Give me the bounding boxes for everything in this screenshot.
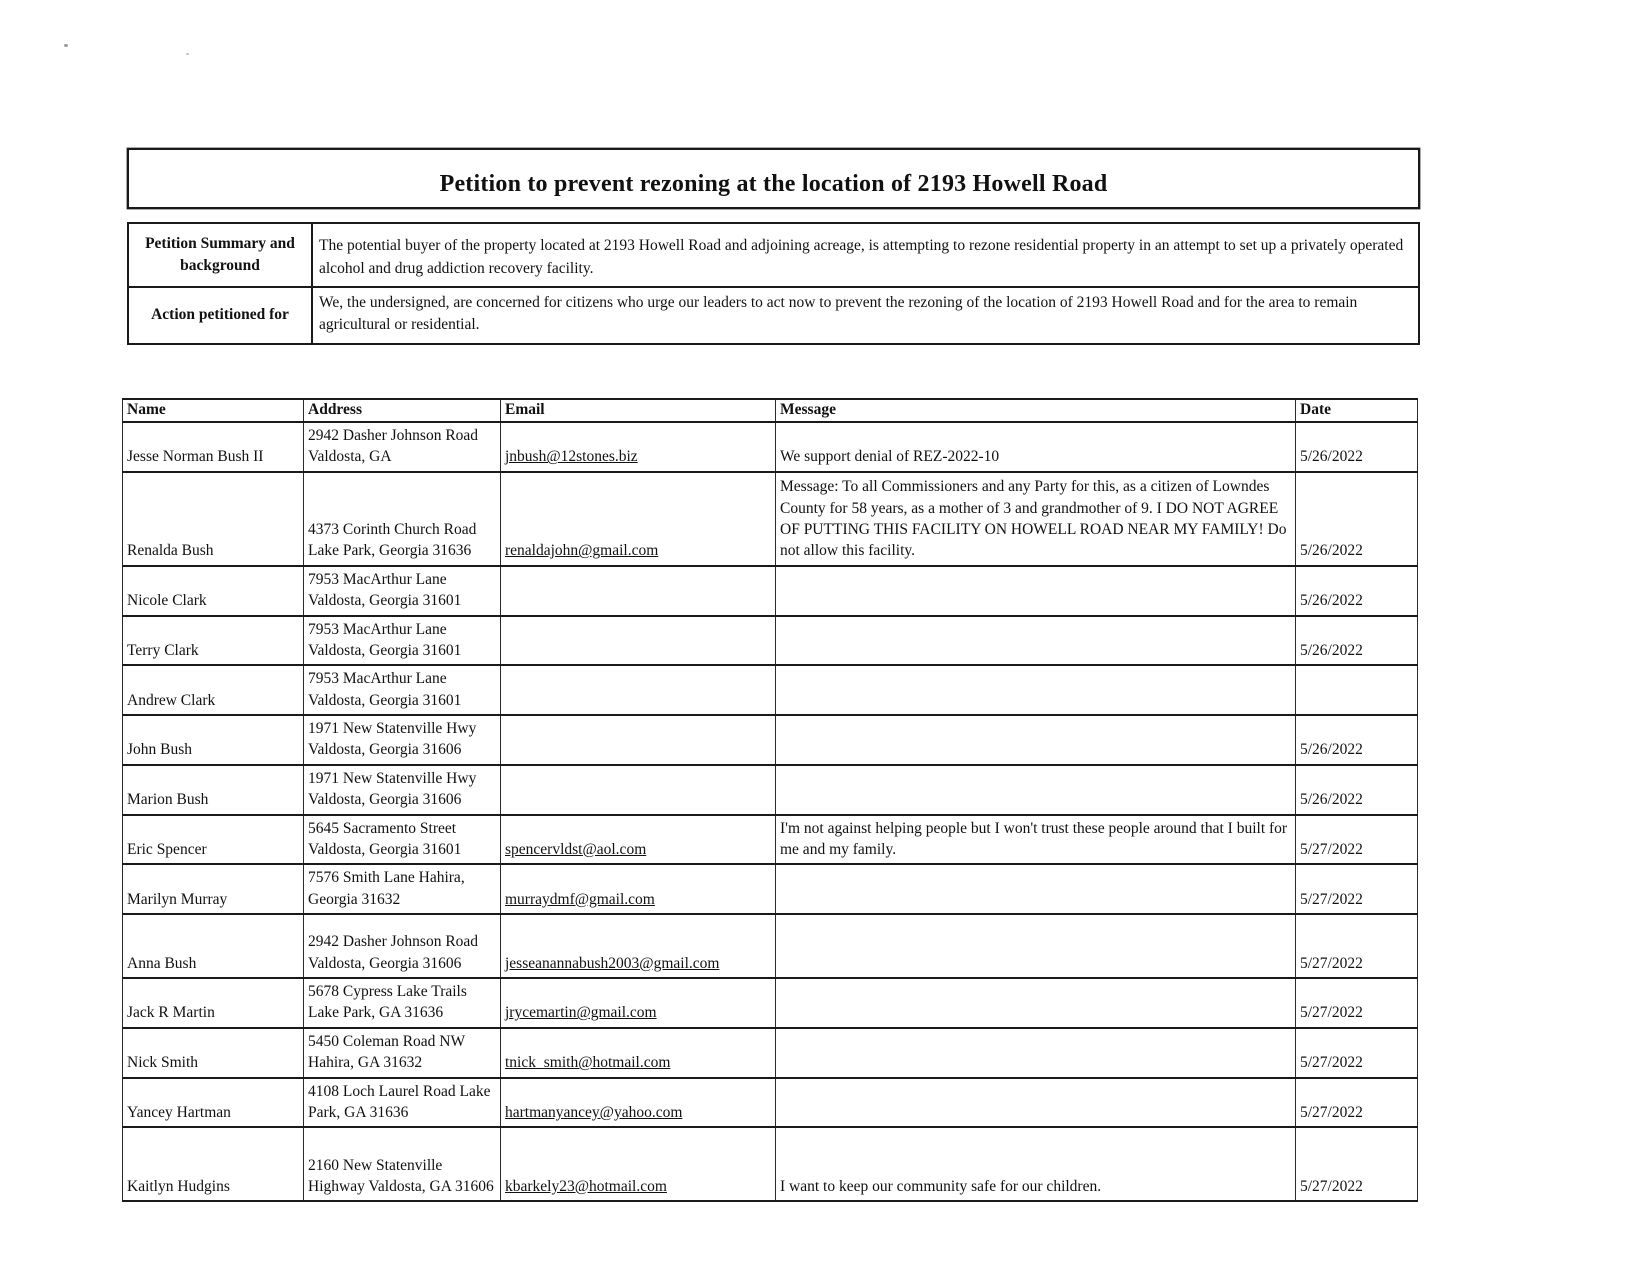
signer-message bbox=[776, 864, 1296, 914]
signer-date: 5/26/2022 bbox=[1296, 765, 1418, 815]
signer-name: Yancey Hartman bbox=[123, 1078, 304, 1128]
signer-address: 7953 MacArthur Lane Valdosta, Georgia 31601 bbox=[304, 616, 501, 666]
signer-message bbox=[776, 978, 1296, 1028]
signatures-body bbox=[123, 422, 1418, 1201]
column-header-name: Name bbox=[123, 399, 304, 422]
table-row bbox=[123, 616, 1418, 666]
signer-message bbox=[776, 566, 1296, 616]
table-row bbox=[123, 715, 1418, 765]
signer-date: 5/26/2022 bbox=[1296, 566, 1418, 616]
signer-address: 7953 MacArthur Lane Valdosta, Georgia 31601 bbox=[304, 665, 501, 715]
scan-speck bbox=[64, 44, 68, 47]
signer-address: 2942 Dasher Johnson Road Valdosta, GA bbox=[304, 422, 501, 472]
summary-label: Petition Summary and background bbox=[128, 223, 312, 287]
table-row bbox=[123, 1028, 1418, 1078]
signer-email: kbarkely23@hotmail.com bbox=[501, 1127, 776, 1201]
table-row bbox=[123, 1078, 1418, 1128]
summary-row bbox=[128, 287, 1419, 344]
summary-text: We, the undersigned, are concerned for citizens who urge our leaders to act now to prevent the rezoning of the location of 2193 Howell Road and for the area to remain agricultural or residential. bbox=[312, 287, 1419, 344]
title-box bbox=[127, 148, 1420, 209]
signer-name: John Bush bbox=[123, 715, 304, 765]
signer-address: 1971 New Statenville Hwy Valdosta, Georgia 31606 bbox=[304, 765, 501, 815]
signer-date: 5/27/2022 bbox=[1296, 1127, 1418, 1201]
signer-message: We support denial of REZ-2022-10 bbox=[776, 422, 1296, 472]
signatures-header bbox=[123, 399, 1418, 422]
signer-name: Marilyn Murray bbox=[123, 864, 304, 914]
table-row bbox=[123, 978, 1418, 1028]
signer-name: Terry Clark bbox=[123, 616, 304, 666]
signer-name: Andrew Clark bbox=[123, 665, 304, 715]
signatures-table bbox=[122, 398, 1418, 1202]
signer-date: 5/27/2022 bbox=[1296, 978, 1418, 1028]
summary-row bbox=[128, 223, 1419, 287]
header-row bbox=[123, 399, 1418, 422]
signer-email bbox=[501, 616, 776, 666]
table-row bbox=[123, 815, 1418, 865]
summary-table bbox=[127, 222, 1420, 345]
signer-name: Eric Spencer bbox=[123, 815, 304, 865]
signer-address: 7953 MacArthur Lane Valdosta, Georgia 31601 bbox=[304, 566, 501, 616]
table-row bbox=[123, 566, 1418, 616]
signer-name: Marion Bush bbox=[123, 765, 304, 815]
signer-message bbox=[776, 616, 1296, 666]
table-row bbox=[123, 864, 1418, 914]
signer-address: 7576 Smith Lane Hahira, Georgia 31632 bbox=[304, 864, 501, 914]
signer-email: jrycemartin@gmail.com bbox=[501, 978, 776, 1028]
table-row bbox=[123, 665, 1418, 715]
signer-message bbox=[776, 665, 1296, 715]
signer-email bbox=[501, 665, 776, 715]
signer-email: jnbush@12stones.biz bbox=[501, 422, 776, 472]
signer-name: Jack R Martin bbox=[123, 978, 304, 1028]
signer-date bbox=[1296, 665, 1418, 715]
column-header-address: Address bbox=[304, 399, 501, 422]
table-row bbox=[123, 422, 1418, 472]
summary-text: The potential buyer of the property located at 2193 Howell Road and adjoining acreage, is attempting to rezone residential property in an attempt to set up a privately operated alcohol and drug addiction recovery facility. bbox=[312, 223, 1419, 287]
column-header-email: Email bbox=[501, 399, 776, 422]
signer-date: 5/26/2022 bbox=[1296, 422, 1418, 472]
signer-date: 5/26/2022 bbox=[1296, 472, 1418, 566]
signer-date: 5/27/2022 bbox=[1296, 1028, 1418, 1078]
signer-address: 2942 Dasher Johnson Road Valdosta, Georgia 31606 bbox=[304, 914, 501, 978]
signer-date: 5/27/2022 bbox=[1296, 914, 1418, 978]
signer-address: 5645 Sacramento Street Valdosta, Georgia 31601 bbox=[304, 815, 501, 865]
table-row bbox=[123, 472, 1418, 566]
signer-name: Jesse Norman Bush II bbox=[123, 422, 304, 472]
signer-address: 5450 Coleman Road NW Hahira, GA 31632 bbox=[304, 1028, 501, 1078]
page-title: Petition to prevent rezoning at the location of 2193 Howell Road bbox=[439, 171, 1108, 197]
signer-email: murraydmf@gmail.com bbox=[501, 864, 776, 914]
signer-date: 5/27/2022 bbox=[1296, 815, 1418, 865]
signer-address: 2160 New Statenville Highway Valdosta, GA 31606 bbox=[304, 1127, 501, 1201]
signer-address: 4108 Loch Laurel Road Lake Park, GA 31636 bbox=[304, 1078, 501, 1128]
scan-speck bbox=[186, 53, 189, 55]
signer-message: I want to keep our community safe for our children. bbox=[776, 1127, 1296, 1201]
column-header-message: Message bbox=[776, 399, 1296, 422]
signer-address: 5678 Cypress Lake Trails Lake Park, GA 31636 bbox=[304, 978, 501, 1028]
signer-message bbox=[776, 715, 1296, 765]
signer-name: Nick Smith bbox=[123, 1028, 304, 1078]
table-row bbox=[123, 914, 1418, 978]
signer-date: 5/27/2022 bbox=[1296, 864, 1418, 914]
signer-email bbox=[501, 765, 776, 815]
table-row bbox=[123, 765, 1418, 815]
signer-message bbox=[776, 1078, 1296, 1128]
signer-date: 5/26/2022 bbox=[1296, 616, 1418, 666]
signer-message bbox=[776, 765, 1296, 815]
signer-date: 5/27/2022 bbox=[1296, 1078, 1418, 1128]
signer-message bbox=[776, 1028, 1296, 1078]
signer-message: I'm not against helping people but I won't trust these people around that I built for me and my family. bbox=[776, 815, 1296, 865]
signer-email: renaldajohn@gmail.com bbox=[501, 472, 776, 566]
signer-email: jesseanannabush2003@gmail.com bbox=[501, 914, 776, 978]
column-header-date: Date bbox=[1296, 399, 1418, 422]
signer-address: 1971 New Statenville Hwy Valdosta, Georgia 31606 bbox=[304, 715, 501, 765]
signer-name: Kaitlyn Hudgins bbox=[123, 1127, 304, 1201]
signer-name: Nicole Clark bbox=[123, 566, 304, 616]
signer-name: Anna Bush bbox=[123, 914, 304, 978]
signer-address: 4373 Corinth Church Road Lake Park, Georgia 31636 bbox=[304, 472, 501, 566]
table-row bbox=[123, 1127, 1418, 1201]
signer-message bbox=[776, 914, 1296, 978]
signer-name: Renalda Bush bbox=[123, 472, 304, 566]
signer-email: hartmanyancey@yahoo.com bbox=[501, 1078, 776, 1128]
signer-date: 5/26/2022 bbox=[1296, 715, 1418, 765]
summary-label: Action petitioned for bbox=[128, 287, 312, 344]
signer-email: tnick_smith@hotmail.com bbox=[501, 1028, 776, 1078]
signer-message: Message: To all Commissioners and any Party for this, as a citizen of Lowndes County for 58 years, as a mother of 3 and grandmother of 9. I DO NOT AGREE OF PUTTING THIS FACILITY ON HOWELL ROAD NEAR MY FAMILY! Do not allow this facility. bbox=[776, 472, 1296, 566]
signer-email bbox=[501, 715, 776, 765]
signer-email bbox=[501, 566, 776, 616]
signer-email: spencervldst@aol.com bbox=[501, 815, 776, 865]
